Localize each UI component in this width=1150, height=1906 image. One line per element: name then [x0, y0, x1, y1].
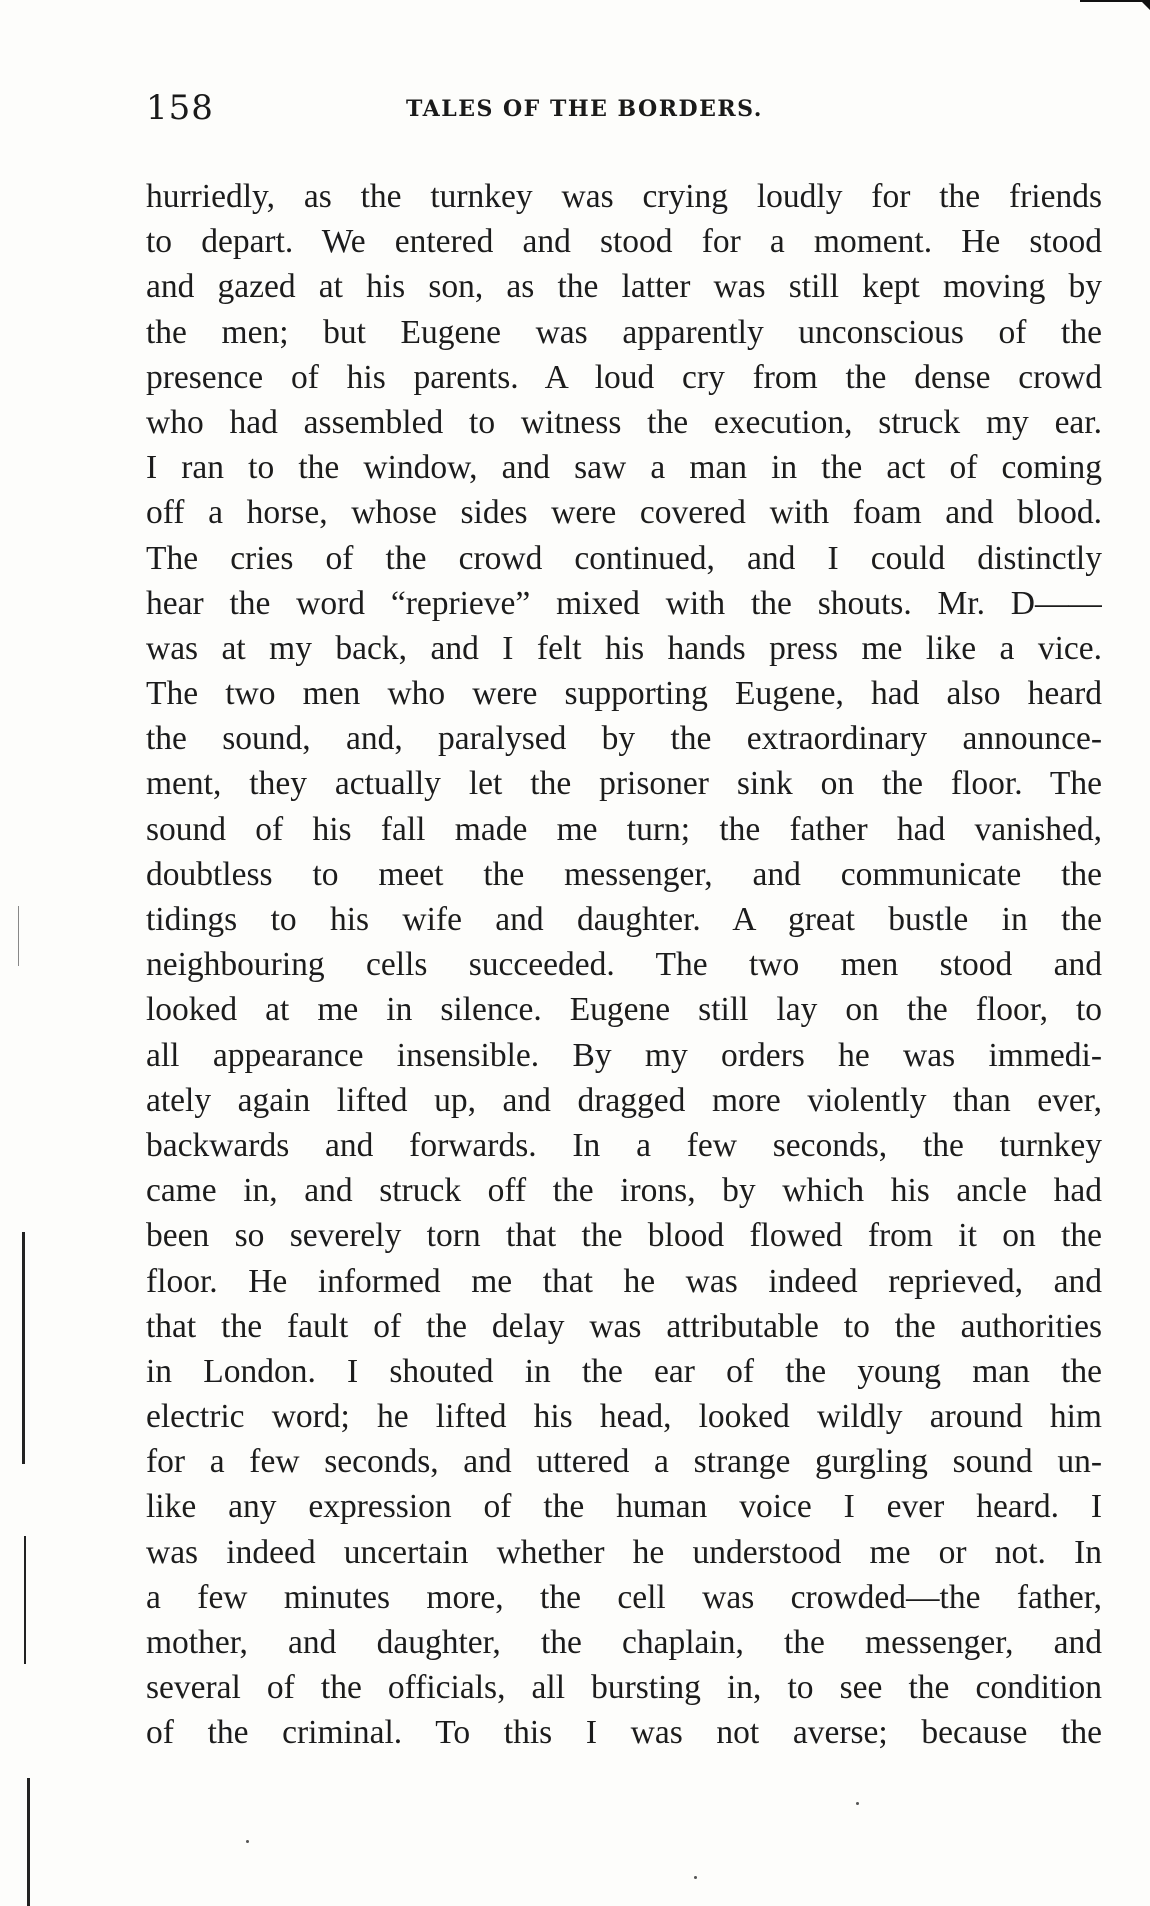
- text-line: several of the officials, all bursting in, to see the condition: [146, 1669, 1102, 1707]
- text-line: like any expression of the human voice I ever heard. I: [146, 1488, 1102, 1526]
- text-line: ately again lifted up, and dragged more violently than ever,: [146, 1081, 1102, 1119]
- running-head: [146, 88, 1106, 138]
- binding-mark: [18, 906, 19, 966]
- text-line: was at my back, and I felt his hands press me like a vice.: [146, 629, 1102, 667]
- text-line: was indeed uncertain whether he understood me or not. In: [146, 1533, 1102, 1571]
- text-line: of the criminal. To this I was not averse; because the: [146, 1714, 1102, 1752]
- text-line: in London. I shouted in the ear of the young man the: [146, 1352, 1102, 1390]
- text-line: the sound, and, paralysed by the extraordinary announce-: [146, 720, 1102, 758]
- text-line: and gazed at his son, as the latter was still kept moving by: [146, 268, 1102, 306]
- text-line: for a few seconds, and uttered a strange gurgling sound un-: [146, 1443, 1102, 1481]
- text-line: presence of his parents. A loud cry from the dense crowd: [146, 358, 1102, 396]
- text-line: tidings to his wife and daughter. A great bustle in the: [146, 901, 1102, 938]
- text-line: doubtless to meet the messenger, and communicate the: [146, 855, 1102, 893]
- text-line: off a horse, whose sides were covered with foam and blood.: [146, 494, 1102, 532]
- paper-speck: [694, 1876, 697, 1879]
- text-line: hurriedly, as the turnkey was crying loudly for the friends: [146, 178, 1102, 215]
- text-line: I ran to the window, and saw a man in the act of coming: [146, 449, 1102, 487]
- text-line: all appearance insensible. By my orders he was immedi-: [146, 1036, 1102, 1074]
- text-line: came in, and struck off the irons, by which his ancle had: [146, 1172, 1102, 1210]
- text-line: been so severely torn that the blood flowed from it on the: [146, 1217, 1102, 1255]
- text-line: that the fault of the delay was attributable to the authorities: [146, 1307, 1102, 1345]
- text-line: electric word; he lifted his head, looked wildly around him: [146, 1398, 1102, 1436]
- text-line: The cries of the crowd continued, and I could distinctly: [146, 539, 1102, 577]
- text-line: hear the word “reprieve” mixed with the shouts. Mr. D——: [146, 584, 1102, 622]
- text-line: The two men who were supporting Eugene, had also heard: [146, 675, 1102, 713]
- text-line: who had assembled to witness the execution, struck my ear.: [146, 403, 1102, 441]
- text-line: backwards and forwards. In a few seconds, the turnkey: [146, 1126, 1102, 1164]
- paper-speck: [246, 1840, 249, 1843]
- text-line: the men; but Eugene was apparently unconscious of the: [146, 313, 1102, 351]
- body-text: [146, 174, 1102, 1756]
- text-line: to depart. We entered and stood for a moment. He stood: [146, 223, 1102, 261]
- page-corner-mark: [1080, 0, 1150, 10]
- text-line: mother, and daughter, the chaplain, the messenger, and: [146, 1624, 1102, 1661]
- binding-mark: [24, 1536, 26, 1664]
- page-number: 158: [146, 88, 214, 128]
- text-line: neighbouring cells succeeded. The two men stood and: [146, 946, 1102, 984]
- binding-mark: [22, 1232, 25, 1464]
- paper-speck: [856, 1802, 859, 1805]
- text-line: ment, they actually let the prisoner sink on the floor. The: [146, 765, 1102, 803]
- text-line: floor. He informed me that he was indeed reprieved, and: [146, 1262, 1102, 1300]
- running-title: TALES OF THE BORDERS.: [406, 96, 763, 122]
- binding-mark: [27, 1778, 30, 1906]
- binding-edge-marks: [0, 0, 60, 1906]
- text-line: looked at me in silence. Eugene still lay on the floor, to: [146, 991, 1102, 1029]
- text-line: a few minutes more, the cell was crowded—the father,: [146, 1578, 1102, 1616]
- text-line: sound of his fall made me turn; the father had vanished,: [146, 810, 1102, 848]
